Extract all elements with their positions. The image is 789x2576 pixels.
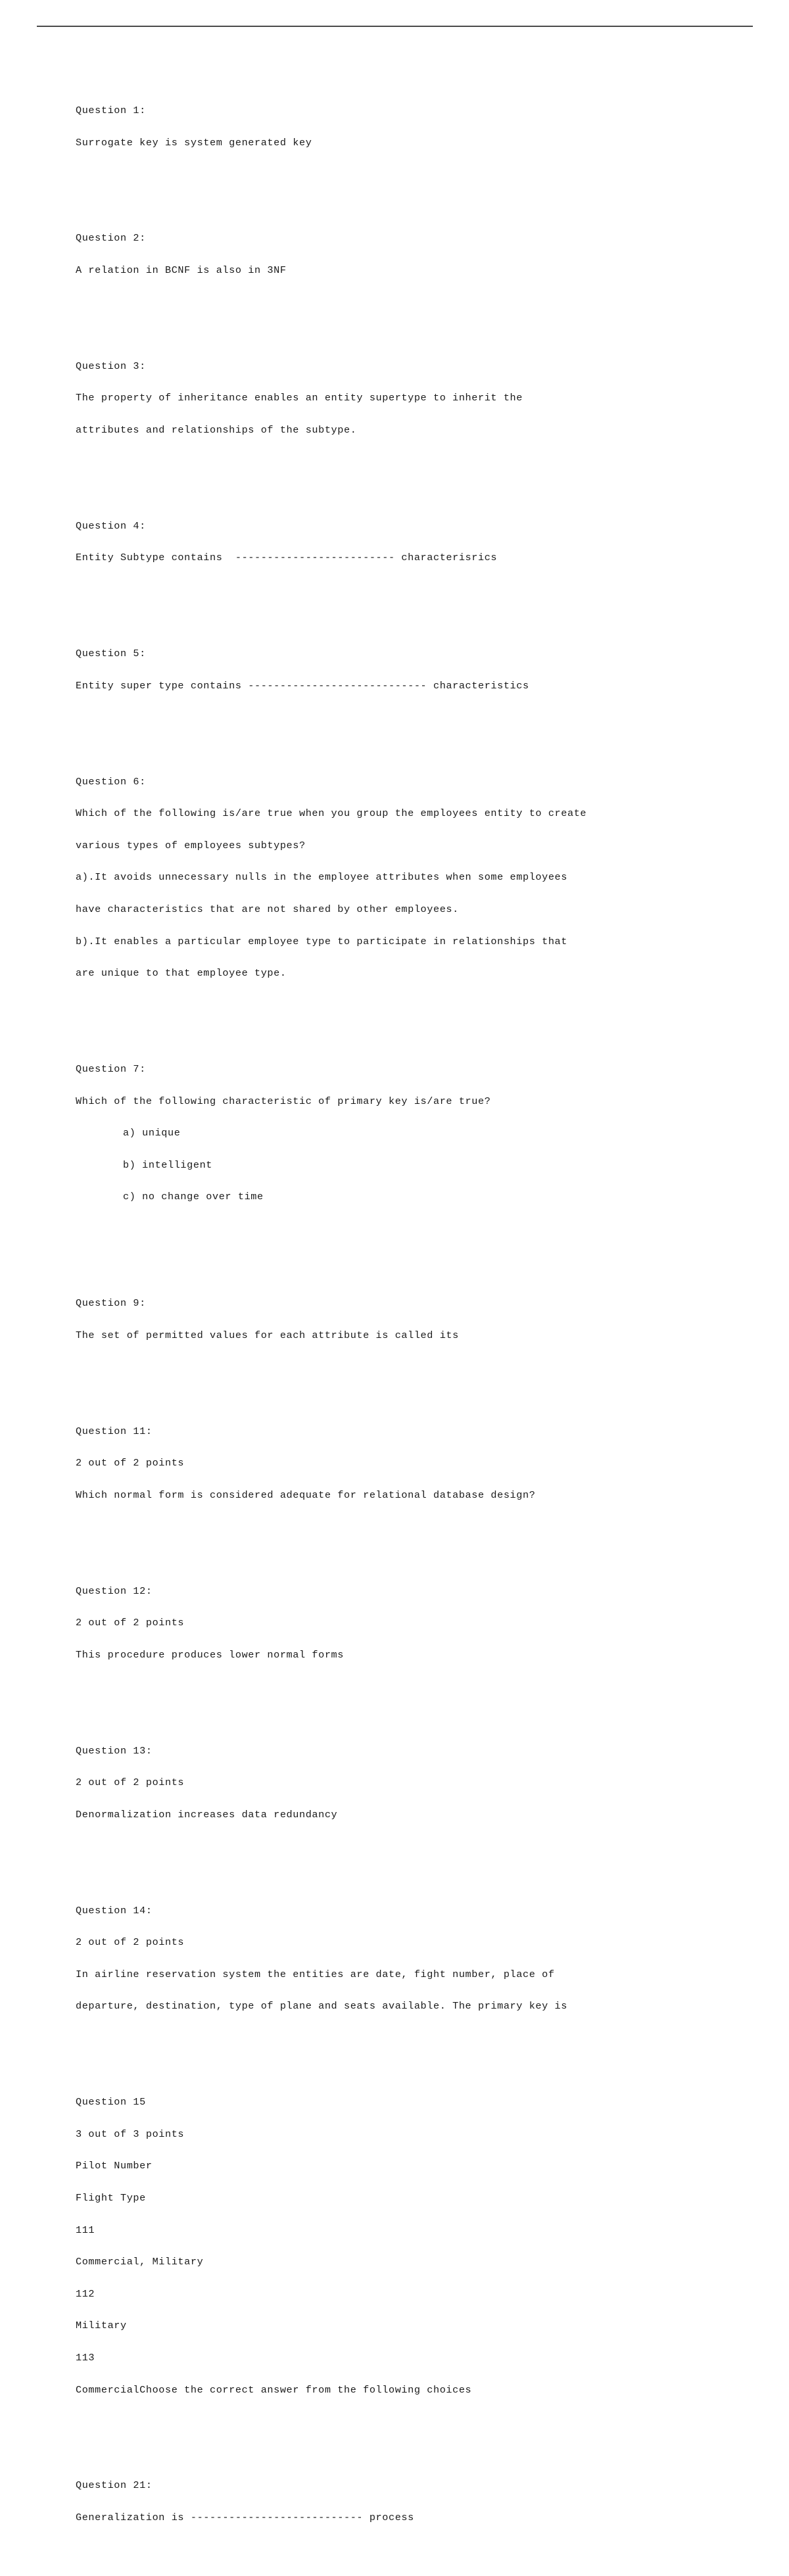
document-body: [76, 52, 586, 2576]
question-11: [76, 1404, 586, 1521]
question-text: Which of the following is/are true when you group the employees entity to create: [76, 807, 587, 820]
option-a-text: have characteristics that are not shared by other employees.: [76, 903, 459, 915]
question-text: The property of inheritance enables an entity supertype to inherit the: [76, 392, 523, 404]
question-1: [76, 84, 586, 170]
table-cell: 111: [76, 2224, 95, 2236]
question-title: Question 12:: [76, 1585, 153, 1597]
option-a: a) unique: [123, 1127, 181, 1139]
question-title: Question 14:: [76, 1904, 153, 1917]
question-4: [76, 499, 586, 584]
option-b-text: are unique to that employee type.: [76, 967, 287, 980]
question-text: departure, destination, type of plane and seats available. The primary key is: [76, 2000, 567, 2013]
table-header-flight-type: Flight Type: [76, 2191, 146, 2204]
question-text: In airline reservation system the entities are date, fight number, place of: [76, 1968, 555, 1980]
question-text: Entity Subtype contains ------------------------- characterisrics: [76, 552, 498, 564]
question-5: [76, 627, 586, 713]
question-text: Denormalization increases data redundancy: [76, 1808, 338, 1821]
option-b: b) intelligent: [123, 1158, 212, 1171]
question-2: [76, 212, 586, 297]
question-text: various types of employees subtypes?: [76, 839, 306, 851]
question-text: This procedure produces lower normal forms: [76, 1648, 344, 1661]
question-7: [76, 1043, 586, 1224]
table-cell: 112: [76, 2287, 95, 2300]
question-points: 2 out of 2 points: [76, 1457, 185, 1469]
question-title: Question 15: [76, 2096, 146, 2109]
question-title: Question 13:: [76, 1744, 153, 1757]
question-text: Entity super type contains ---------------------------- characteristics: [76, 679, 529, 692]
question-text: Which normal form is considered adequate for relational database design?: [76, 1489, 536, 1501]
question-13: [76, 1724, 586, 1841]
table-cell: Military: [76, 2320, 127, 2332]
table-header-pilot-number: Pilot Number: [76, 2160, 153, 2172]
question-9: [76, 1277, 586, 1362]
question-title: Question 7:: [76, 1062, 146, 1075]
question-title: Question 9:: [76, 1297, 146, 1310]
option-a-text: a).It avoids unnecessary nulls in the employee attributes when some employees: [76, 871, 567, 884]
question-12: [76, 1564, 586, 1681]
question-text: attributes and relationships of the subtype.: [76, 423, 357, 436]
question-3: [76, 339, 586, 456]
question-points: 2 out of 2 points: [76, 1936, 185, 1949]
question-text: The set of permitted values for each attribute is called its: [76, 1329, 459, 1341]
table-cell: Commercial, Military: [76, 2256, 204, 2268]
question-title: Question 11:: [76, 1425, 153, 1437]
table-cell: 113: [76, 2351, 95, 2364]
question-text: Which of the following characteristic of primary key is/are true?: [76, 1095, 491, 1107]
question-title: Question 3:: [76, 360, 146, 372]
option-b-text: b).It enables a particular employee type to participate in relationships that: [76, 935, 567, 947]
question-14: [76, 1884, 586, 2033]
question-title: Question 2:: [76, 232, 146, 245]
question-title: Question 1:: [76, 105, 146, 117]
question-title: Question 4:: [76, 519, 146, 532]
question-points: 2 out of 2 points: [76, 1777, 185, 1789]
option-c: c) no change over time: [123, 1191, 264, 1203]
question-title: Question 21:: [76, 2479, 153, 2492]
question-title: Question 6:: [76, 775, 146, 788]
question-text: CommercialChoose the correct answer from the following choices: [76, 2383, 472, 2396]
question-text: Generalization is --------------------------- process: [76, 2511, 414, 2523]
question-text: Surrogate key is system generated key: [76, 136, 312, 149]
question-title: Question 5:: [76, 648, 146, 660]
question-text: A relation in BCNF is also in 3NF: [76, 264, 287, 276]
question-15: [76, 2076, 586, 2416]
question-points: 2 out of 2 points: [76, 1617, 185, 1629]
question-points: 3 out of 3 points: [76, 2128, 185, 2140]
question-21: [76, 2459, 586, 2544]
question-6: [76, 755, 586, 1000]
top-horizontal-rule: [37, 26, 753, 27]
